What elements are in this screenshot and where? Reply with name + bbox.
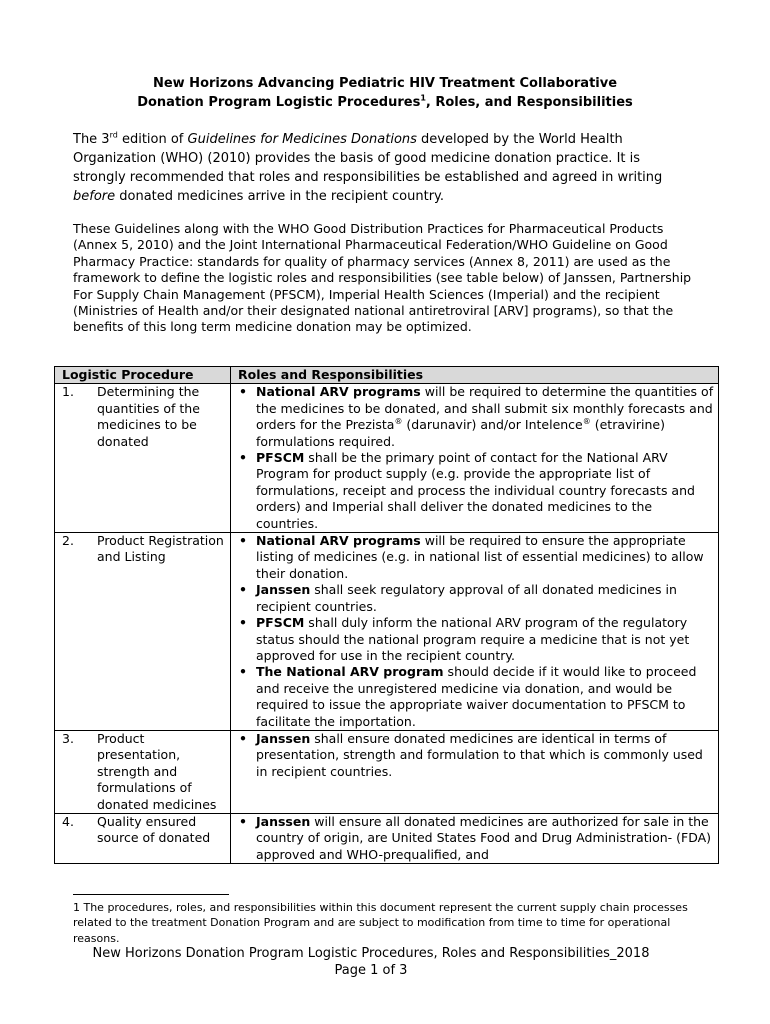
responsibility-text: shall be the primary point of contact for the National ARV Program for product supply (e.g. provide the appropriate list of formulations, receipt and process the individual country forecasts and orders) and Imperial shall deliver the donated medicines to the countries. bbox=[256, 450, 695, 531]
intro-paragraph bbox=[73, 130, 693, 206]
roles-cell bbox=[231, 533, 719, 731]
list-item bbox=[256, 582, 718, 615]
title-text-rest: , Roles, and Responsibilities bbox=[425, 95, 633, 110]
intro-publication-title: Guidelines for Medicines Donations bbox=[187, 132, 417, 147]
roles-cell bbox=[231, 730, 719, 813]
row-number: 1. bbox=[62, 384, 74, 400]
procedure-name: Quality ensured source of donated bbox=[97, 813, 211, 846]
procedure-name: Product Registration and Listing bbox=[97, 533, 224, 565]
responsibility-text: shall ensure donated medicines are identical in terms of presentation, strength and formulation to that which is commonly used in recipient countries. bbox=[256, 730, 703, 779]
title-text: Donation Program Logistic Procedures bbox=[137, 95, 421, 110]
party-name: National ARV programs bbox=[256, 533, 421, 549]
roles-cell bbox=[231, 384, 719, 533]
page-number: Page 1 of 3 bbox=[334, 963, 408, 978]
intro-ordinal-sup: rd bbox=[109, 130, 118, 140]
procedure-cell bbox=[55, 384, 231, 533]
registered-mark: ® bbox=[394, 417, 403, 427]
intro-text-b: edition of bbox=[117, 132, 188, 147]
intro-text-d: donated medicines arrive in the recipient country. bbox=[115, 189, 445, 204]
row-number: 3. bbox=[62, 730, 74, 746]
table-header-row bbox=[55, 367, 719, 384]
procedure-cell bbox=[55, 813, 231, 863]
header-logistic-procedure: Logistic Procedure bbox=[55, 367, 231, 384]
table-row bbox=[55, 813, 719, 863]
responsibility-text: will be required to ensure the appropriate listing of medicines (e.g. in national list of essential medicines) to allow their donation. bbox=[256, 533, 704, 581]
row-number: 4. bbox=[62, 813, 74, 829]
procedure-name: Determining the quantities of the medicines to be donated bbox=[97, 384, 200, 449]
roles-cell bbox=[231, 813, 719, 863]
party-name: Janssen bbox=[256, 582, 311, 598]
responsibility-text: shall seek regulatory approval of all donated medicines in recipient countries. bbox=[256, 582, 677, 614]
list-item bbox=[256, 615, 718, 664]
procedure-cell bbox=[55, 533, 231, 731]
registered-mark: ® bbox=[582, 417, 591, 427]
responsibility-text: will ensure all donated medicines are authorized for sale in the country of origin, are United States Food and Drug Administration- (FDA) approved and WHO-prequalified, and bbox=[256, 813, 712, 862]
party-name: The National ARV program bbox=[256, 664, 444, 680]
list-item bbox=[256, 384, 718, 450]
page-footer bbox=[73, 945, 669, 979]
list-item bbox=[256, 664, 718, 730]
table-row bbox=[55, 533, 719, 731]
procedure-name: Product presentation, strength and formulations of donated medicines bbox=[97, 730, 217, 812]
party-name: PFSCM bbox=[256, 615, 305, 631]
intro-emphasis: before bbox=[73, 189, 116, 204]
responsibility-text: will be required to determine the quantities of the medicines to be donated, and shall submit six monthly forecasts and orders for the Prezista® (darunavir) and/or Intelence® (etravirine) formulations required. bbox=[256, 384, 714, 449]
guidelines-paragraph: These Guidelines along with the WHO Good Distribution Practices for Pharmaceutical Products (Annex 5, 2010) and the Joint International Pharmaceutical Federation/WHO Guideline on Good Pharmacy Practice: standards for quality of pharmacy services (Annex 8, 2011) are used as the framework to define the logistic roles and responsibilities (see table below) of Janssen, Partnership For Supply Chain Management (PFSCM), Imperial Health Sciences (Imperial) and the recipient (Ministries of Health and/or their designated national antiretroviral [ARV] programs), so that the benefits of this long term medicine donation may be optimized. bbox=[73, 221, 692, 335]
document-title-line-1: New Horizons Advancing Pediatric HIV Treatment Collaborative bbox=[152, 76, 618, 91]
footnote-marker[interactable]: 1 bbox=[420, 93, 426, 103]
footnote-separator bbox=[73, 894, 229, 895]
header-roles-responsibilities: Roles and Responsibilities bbox=[231, 367, 719, 384]
logistics-table bbox=[54, 366, 719, 864]
footer-document-name: New Horizons Donation Program Logistic Procedures, Roles and Responsibilities_2018 bbox=[92, 946, 650, 961]
party-name: PFSCM bbox=[256, 450, 305, 466]
party-name: Janssen bbox=[256, 813, 311, 829]
table-row bbox=[55, 730, 719, 813]
list-item bbox=[256, 533, 718, 582]
party-name: National ARV programs bbox=[256, 384, 421, 400]
party-name: Janssen bbox=[256, 730, 311, 746]
procedure-cell bbox=[55, 730, 231, 813]
list-item bbox=[256, 731, 718, 780]
footnote: 1 The procedures, roles, and responsibilities within this document represent the current supply chain processes related to the treatment Donation Program and are subject to modification from time to time for operational reasons. bbox=[73, 901, 688, 945]
intro-text-c: developed by the World Health Organization (WHO) (2010) provides the basis of good medicine donation practice. It is strongly recommended that roles and responsibilities be established and agreed in writing bbox=[73, 132, 663, 185]
list-item bbox=[256, 450, 718, 532]
table-row bbox=[55, 384, 719, 533]
responsibility-text: should decide if it would like to proceed and receive the unregistered medicine via donation, and would be required to issue the appropriate waiver documentation to PFSCM to facilitate the importation. bbox=[256, 664, 697, 729]
document-title-line-2 bbox=[0, 93, 770, 112]
row-number: 2. bbox=[62, 533, 74, 549]
list-item bbox=[256, 814, 718, 863]
intro-text-a: The 3 bbox=[73, 132, 110, 147]
responsibility-text: shall duly inform the national ARV program of the regulatory status should the national program require a medicine that is not yet approved for use in the recipient country. bbox=[256, 615, 690, 663]
